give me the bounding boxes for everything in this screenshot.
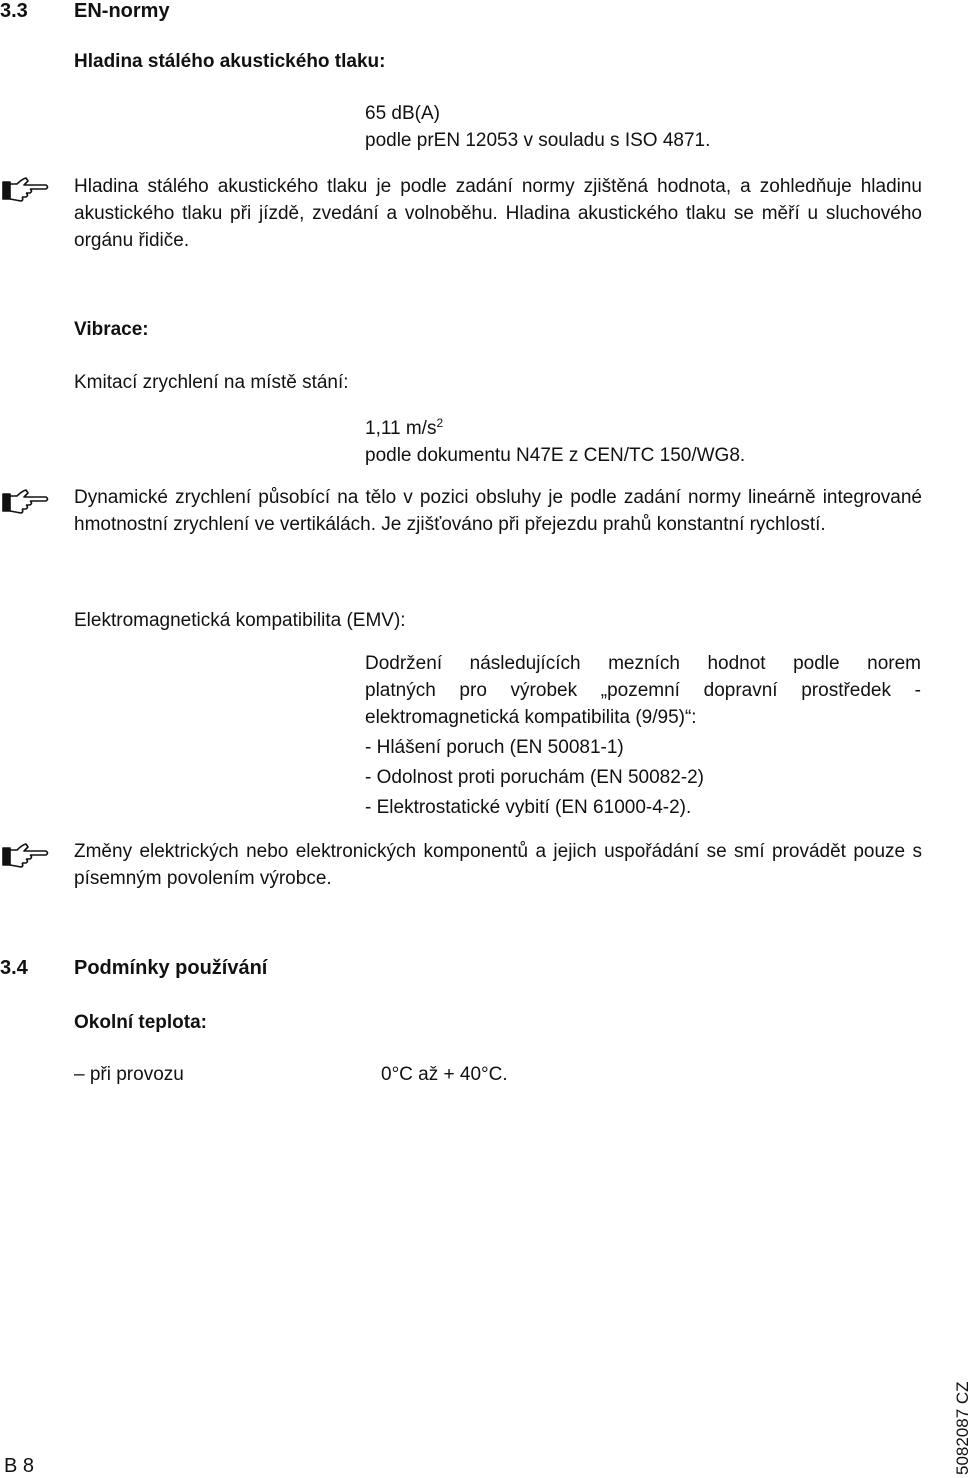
vibration-value-exponent: 2 (436, 416, 444, 430)
vibration-heading: Vibrace: (74, 319, 149, 340)
list-item: - Elektrostatické vybití (EN 61000-4-2). (365, 797, 692, 818)
section-number: 3.3 (0, 0, 28, 22)
emc-line-2: platných pro výrobek „pozemní dopravní prostředek - (365, 680, 921, 701)
section-title: Podmínky používání (74, 957, 268, 979)
section-number: 3.4 (0, 957, 28, 979)
vibration-value-text: 1,11 m/s (365, 418, 437, 439)
noise-value: 65 dB(A) (365, 103, 440, 124)
noise-note: Hladina stálého akustického tlaku je podle zadání normy zjištěná hodnota, a zohledňuje hladinu akustického tlaku při jízdě, zvedání a volnoběhu. Hladina akustického tlaku se měří u sluchového orgánu řidiče. (74, 176, 922, 251)
pointing-hand-icon (2, 175, 50, 203)
document-code: 5082087 CZ (953, 1381, 972, 1475)
noise-heading: Hladina stálého akustického tlaku: (74, 51, 386, 72)
emc-line-1: Dodržení následujících mezních hodnot podle norem (365, 653, 921, 674)
page-number: B 8 (4, 1455, 35, 1477)
vibration-standard: podle dokumentu N47E z CEN/TC 150/WG8. (365, 445, 746, 466)
noise-standard: podle prEN 12053 v souladu s ISO 4871. (365, 130, 711, 151)
vibration-note: Dynamické zrychlení působící na tělo v pozici obsluhy je podle zadání normy lineárně integrované hmotnostní zrychlení ve vertikálách. Je zjišťováno při přejezdu prahů konstantní rychlostí. (74, 487, 922, 535)
list-item: - Hlášení poruch (EN 50081-1) (365, 737, 624, 758)
emc-note: Změny elektrických nebo elektronických komponentů a jejich uspořádání se smí provádět pouze s písemným povolením výrobce. (74, 841, 922, 889)
ambient-row-label: – při provozu (74, 1064, 184, 1085)
vibration-value (365, 418, 443, 440)
emc-line-3: elektromagnetická kompatibilita (9/95)“: (365, 707, 697, 728)
pointing-hand-icon (2, 841, 50, 869)
ambient-heading: Okolní teplota: (74, 1012, 207, 1033)
section-title: EN-normy (74, 0, 170, 22)
vibration-label: Kmitací zrychlení na místě stání: (74, 372, 349, 393)
emc-heading: Elektromagnetická kompatibilita (EMV): (74, 610, 406, 631)
ambient-row-value: 0°C až + 40°C. (381, 1064, 508, 1085)
pointing-hand-icon (2, 487, 50, 515)
list-item: - Odolnost proti poruchám (EN 50082-2) (365, 767, 704, 788)
